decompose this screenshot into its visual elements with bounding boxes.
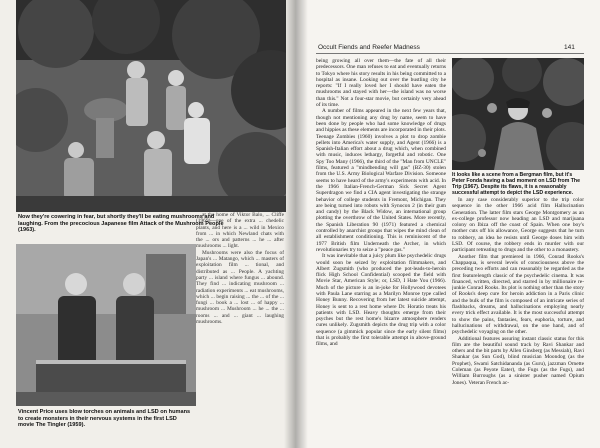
the-trip-photo [452, 58, 584, 170]
paragraph: being growing all over them—the fate of all their predecessors. One man refuses to eat and eventually returns to Tokyo where his story results in his being committed to a hospital as insane. Looking out over the bustling city he reports: "If I really loved her I should have eaten the mushrooms and stayed with her—the island was no worse than this." Not a four-star movie, but certainly very ahead of its time. [316, 58, 446, 109]
paragraph: In any case considerably superior to the trip color sequence in the other 1966 acid film Hallucination Generation. The latter film stars George Montgomery as an ex-college professor now heading an LSD and marijuana colony on Ibiza off the coast of Spain. When one boy's mother cuts off his allowance, George suggests that he turn to robbery, an idea he resists until George doses him with LSD. Of course, the robbery ends in murder with our participant retreating to drugs and the other to a monastery. [452, 197, 584, 254]
left-page [0, 0, 296, 448]
left-page-text-fragment [196, 212, 284, 440]
the-trip-photo-image [452, 58, 584, 170]
top-photo-caption: Now they're cowering in fear, but shortly they'll be eating mushrooms and laughing. From the precocious Japanese film Attack of the Mushroom People (1963). [18, 214, 224, 234]
paragraph: It was inevitable that a juicy plum like psychedelic drugs would soon be seized by exploitation filmmakers, and Albert Zugsmith (who produced the pot-leads-to-heroin flick High School Confidential) scooped the field with Movie Star, American Style; or, LSD, I Hate You (1966). Much of the picture is an in-joke for Hollywood devotees with Paula Lane starring as a Marilyn Monroe type called Honey Bunny. Recovering from her latest suicide attempt, Honey is sent to a rest home where Dr. Horatio treats his patients with LSD. Heavy thoughts emerge from their psyches but the rest home's bizarre atmosphere renders cures unlikely. Zugsmith depicts the drug trip with a color sequence (a gimmick popular since the early silent films) that is probably the first tolerable attempt in above-ground films, and [316, 253, 446, 348]
right-page-right-column [452, 197, 584, 446]
right-page [296, 0, 600, 448]
header-rule [316, 53, 584, 54]
paragraph: Additional features assuring instant classic status for this film are the beautiful sound track by Ravi Shankar and others and the bit parts by Allen Ginsberg (as Messiah), Ravi Shankar (as Sun God), blind musician Moondog (as the Prophet), Swami Satchidananda (as Guru), jazzman Ornette Coleman (as Peyote Eater), the Fugs (as the Fugs), and William Burroughs (as a sinister pusher named Opium Jones). Veteran French ac- [452, 335, 584, 386]
left-fragment-paragraph-2: Mushrooms were also the focus of Japan's ... Matango, which ... masters of exploitation film ... tional, and distributed as ... People. A yachting party ... island where fungus ... abound. They find ... indicating mushroom ... radiation experiments ... eat mushrooms, which ... begin raising ... the ... of the ... fungi ... book a ... lost ... of happy ... mushroom ... Mushroom ... he ... the ... rooms ... and ... giant ... laughing mushrooms. [196, 249, 284, 326]
paragraph: A number of films appeared in the next few years that, though not mentioning any drug by name, seem to have been done by people who had some knowledge of drugs and hippies as these elements are incorporated in their plots. Teenage Zombies (1960) involves a plot to drop zombie pellets into America's water supply, and Agent (1966) is a Spanish-Italian effort about a drug which, when combined with music, induces lethargy, forgetful and robotic. One Spy Too Many (1966), the third of the "Man from UNCLE" films, featured a "mindbending will gas" (BZ-30) stolen from the U.S. Army Biological Warfare Division. Someone seems to have heard of the army's experiments with acid. In the 1966 Italian-French-German Sick Secret Agent Superdragon we find a CIA agent investigating the strange behavior of college students in Fremont, Michigan. They are being turned into robots with Synocon 2 (in their gum and candy) by the Black Widow, an international group plotting the overthrow of the United States. More recently, the Spanish Liberation 90 (1971) featured a chemical controlled by anarchist groups that wipes the mind clean of all establishment conditioning. This is reminiscent of the 1977 British film Underneath the Archer, in which revolutionaries try to seize a "peace gas." [316, 108, 446, 253]
paragraph: Another film that premiered in 1966, Conrad Rooks's Chappaqua, is several levels of consciousness above the preceding two efforts and can reasonably be regarded as the first featurelength classic of the psychedelic cinema. It was financed, written, directed, and starred in by millionaire re-junkie Conrad Rooks. Its plot is nothing other than the story of Rooks's deep cure for heroin addiction in a Paris clinic and the bulk of the film is composed of an intricate series of flashbacks, dreams, and hallucinations employing nearly every trick effect available. It is the most successful attempt to show the pains, fantasies, fears, euphoria, torture, and hallucinations of withdrawal, on the one hand, and of psychedelic voyaging on the other. [452, 253, 584, 336]
bottom-photo-caption: Vincent Price uses blow torches on animals and LSD on humans to create monsters in their nervous systems in the first LSD movie The Tingler (1959). [18, 409, 191, 429]
left-fragment-paragraph-1: at the home of Viktor Balo, ... Cliffe (1969)—one of the extra ... chedelic plants, and here is a ... wild in Mexico from ... in which Newland chats with the ... ors and patterns ... he ... after mushrooms ... light. [196, 212, 284, 250]
page-number: 141 [564, 44, 575, 51]
right-page-left-column [316, 58, 446, 446]
running-head: Occult Fiends and Reefer Madness [318, 44, 420, 51]
the-trip-photo-caption: It looks like a scene from a Bergman film, but it's Peter Fonda having a bad moment on LSD from The Trip (1967). Despite its flaws, it is a reasonably successful attempt to depict the LSD experience. [452, 172, 580, 197]
tingler-photo [16, 244, 196, 406]
tingler-photo-image [16, 244, 196, 406]
mushroom-people-photo-image [16, 0, 286, 212]
mushroom-people-photo [16, 0, 286, 212]
